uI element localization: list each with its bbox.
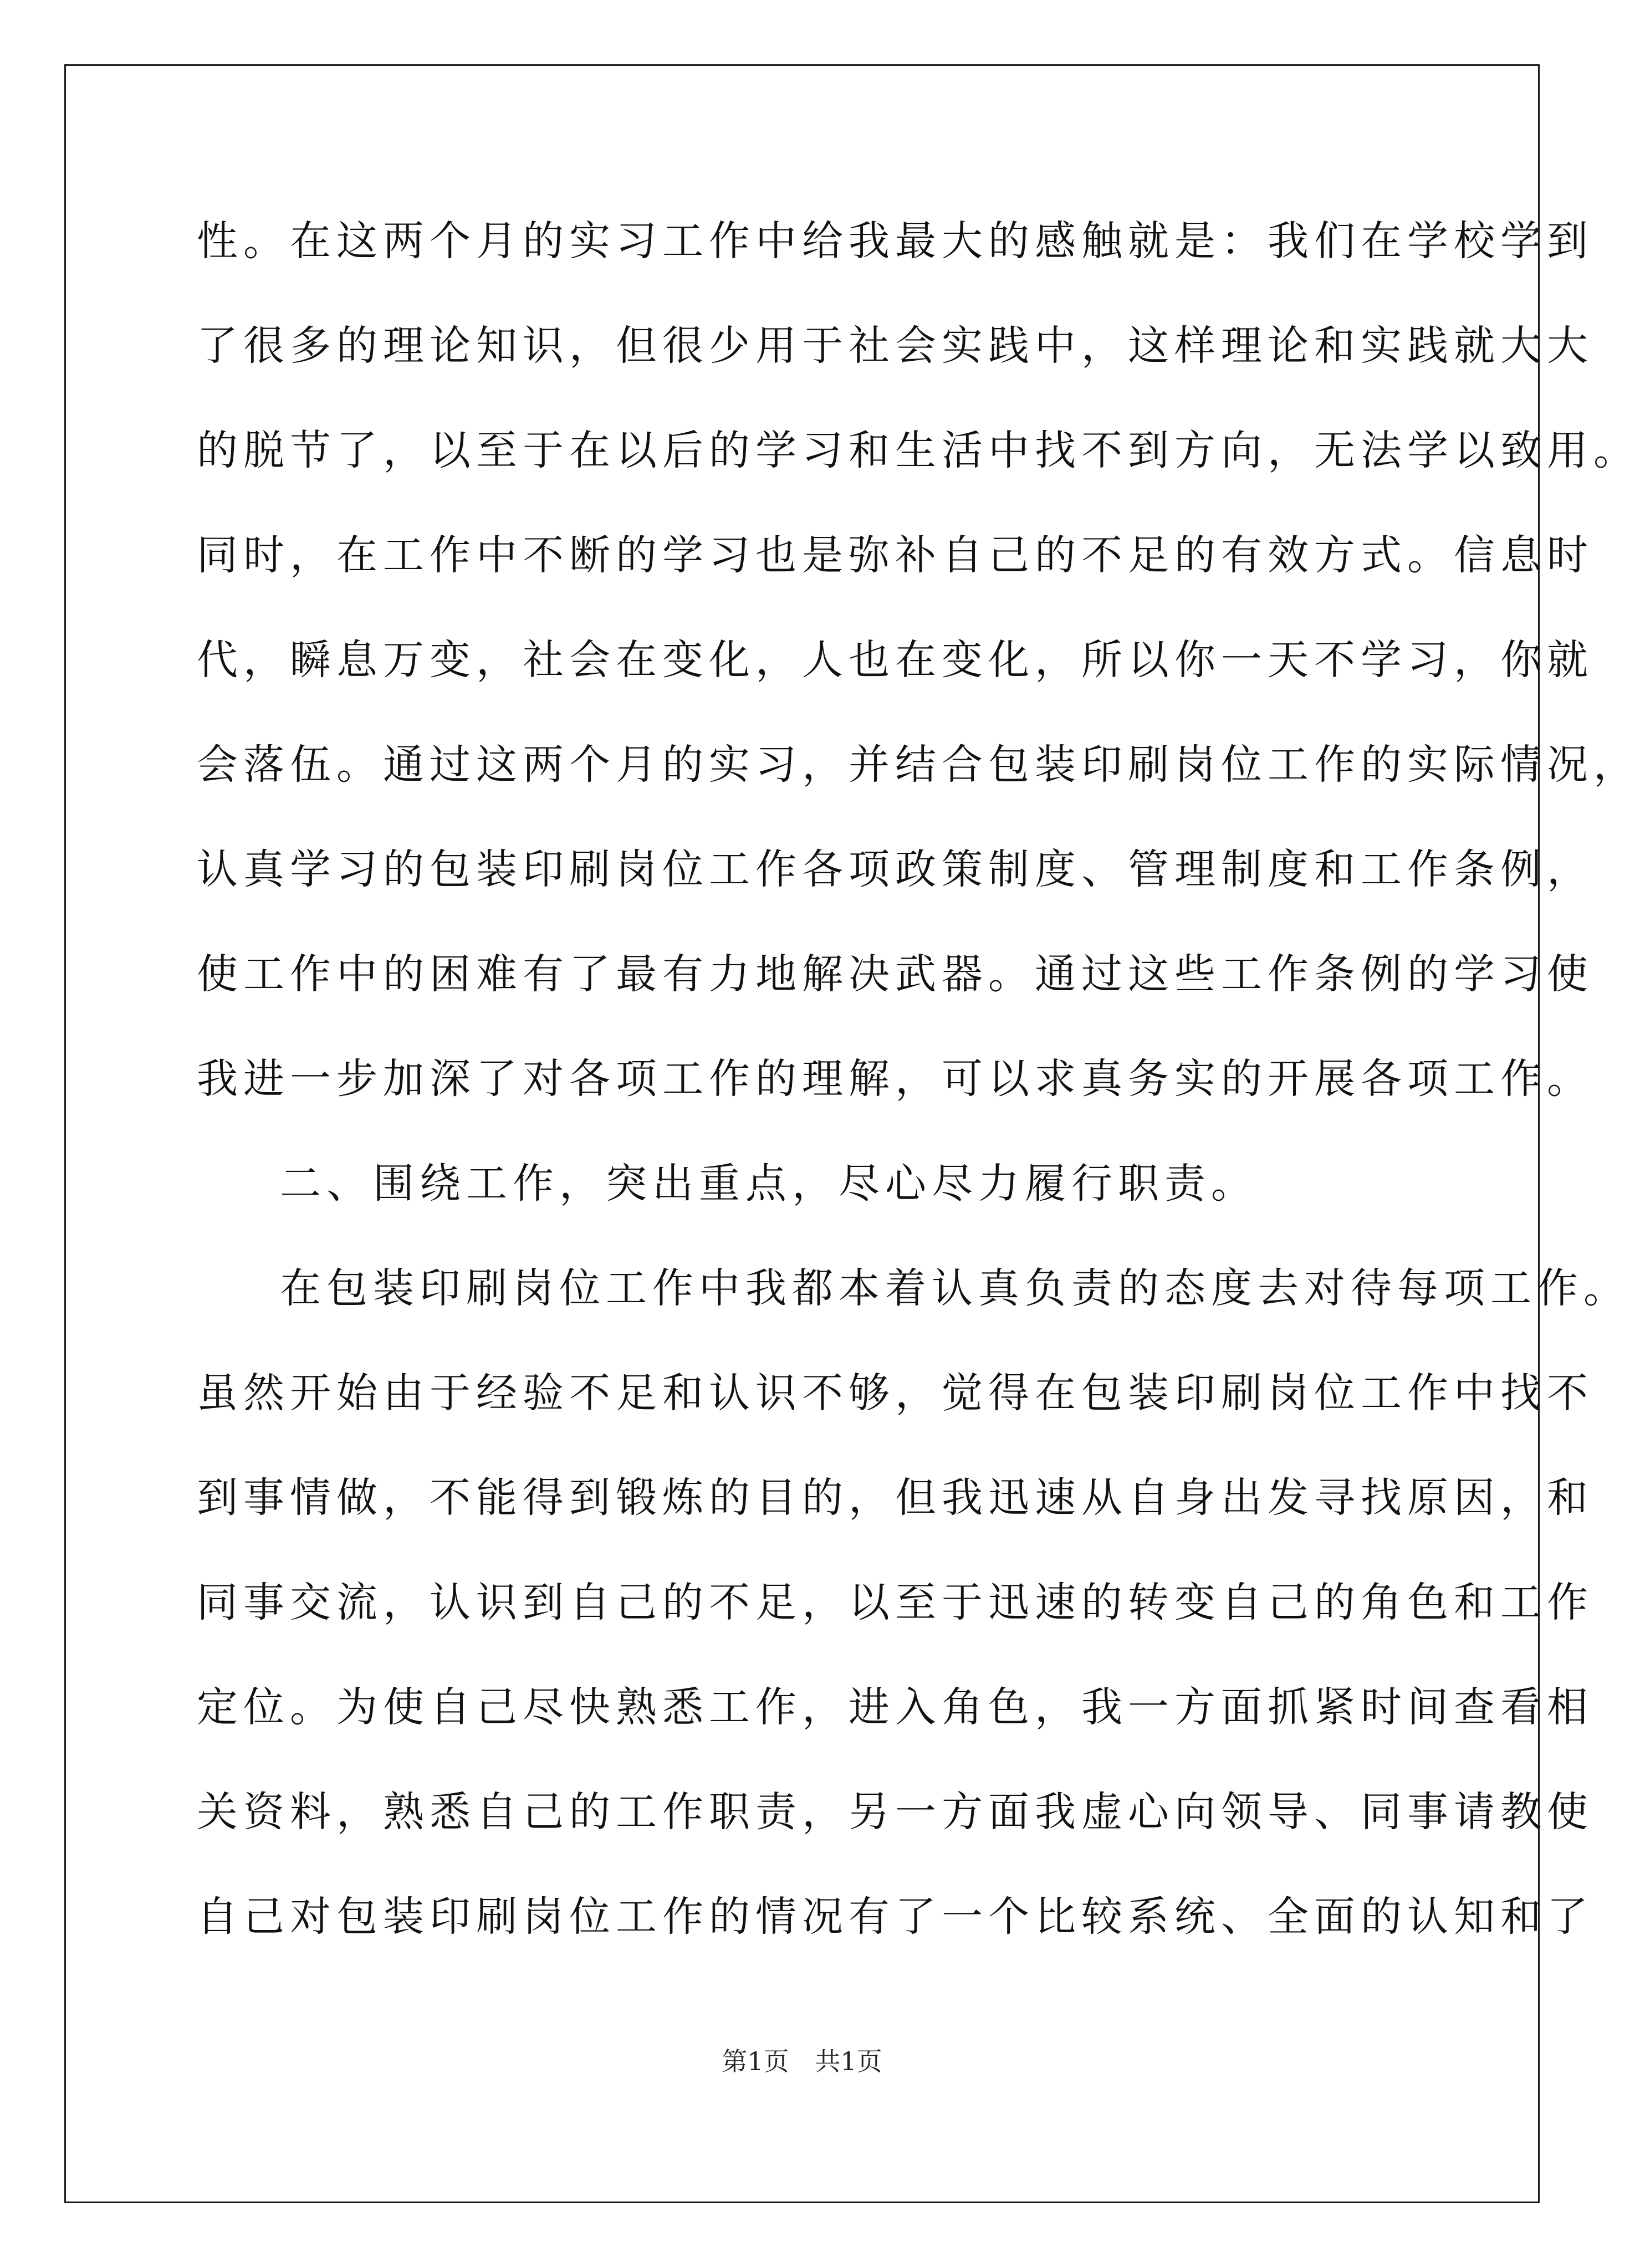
text-line: 虽然开始由于经验不足和认识不够，觉得在包装印刷岗位工作中找不 <box>197 1369 1593 1417</box>
page-number-current: 第1页 <box>722 2046 789 2076</box>
text-line: 代，瞬息万变，社会在变化，人也在变化，所以你一天不学习，你就 <box>197 636 1593 684</box>
text-line: 的脱节了，以至于在以后的学习和生活中找不到方向，无法学以致用。 <box>197 427 1640 474</box>
document-body <box>197 211 1640 1991</box>
text-line: 我进一步加深了对各项工作的理解，可以求真务实的开展各项工作。 <box>197 1055 1593 1103</box>
text-line: 使工作中的困难有了最有力地解决武器。通过这些工作条例的学习使 <box>197 950 1593 998</box>
text-line: 同时，在工作中不断的学习也是弥补自己的不足的有效方式。信息时 <box>197 531 1593 579</box>
text-line: 关资料，熟悉自己的工作职责，另一方面我虚心向领导、同事请教使 <box>197 1788 1593 1836</box>
text-line: 到事情做，不能得到锻炼的目的，但我迅速从自身出发寻找原因，和 <box>197 1474 1593 1522</box>
text-line: 定位。为使自己尽快熟悉工作，进入角色，我一方面抓紧时间查看相 <box>197 1683 1593 1731</box>
text-line: 性。在这两个月的实习工作中给我最大的感触就是：我们在学校学到 <box>197 217 1593 265</box>
section-heading: 二、围绕工作，突出重点，尽心尽力履行职责。 <box>280 1160 1258 1207</box>
page-number-total: 共1页 <box>815 2046 882 2076</box>
page-footer <box>0 2045 1604 2078</box>
text-line: 了很多的理论知识，但很少用于社会实践中，这样理论和实践就大大 <box>197 322 1593 370</box>
text-line: 自己对包装印刷岗位工作的情况有了一个比较系统、全面的认知和了 <box>197 1893 1593 1941</box>
text-line: 会落伍。通过这两个月的实习，并结合包装印刷岗位工作的实际情况， <box>197 741 1640 789</box>
text-line: 同事交流，认识到自己的不足，以至于迅速的转变自己的角色和工作 <box>197 1579 1593 1626</box>
paragraph-first-line: 在包装印刷岗位工作中我都本着认真负责的态度去对待每项工作。 <box>280 1264 1630 1312</box>
text-line: 认真学习的包装印刷岗位工作各项政策制度、管理制度和工作条例， <box>197 846 1593 893</box>
